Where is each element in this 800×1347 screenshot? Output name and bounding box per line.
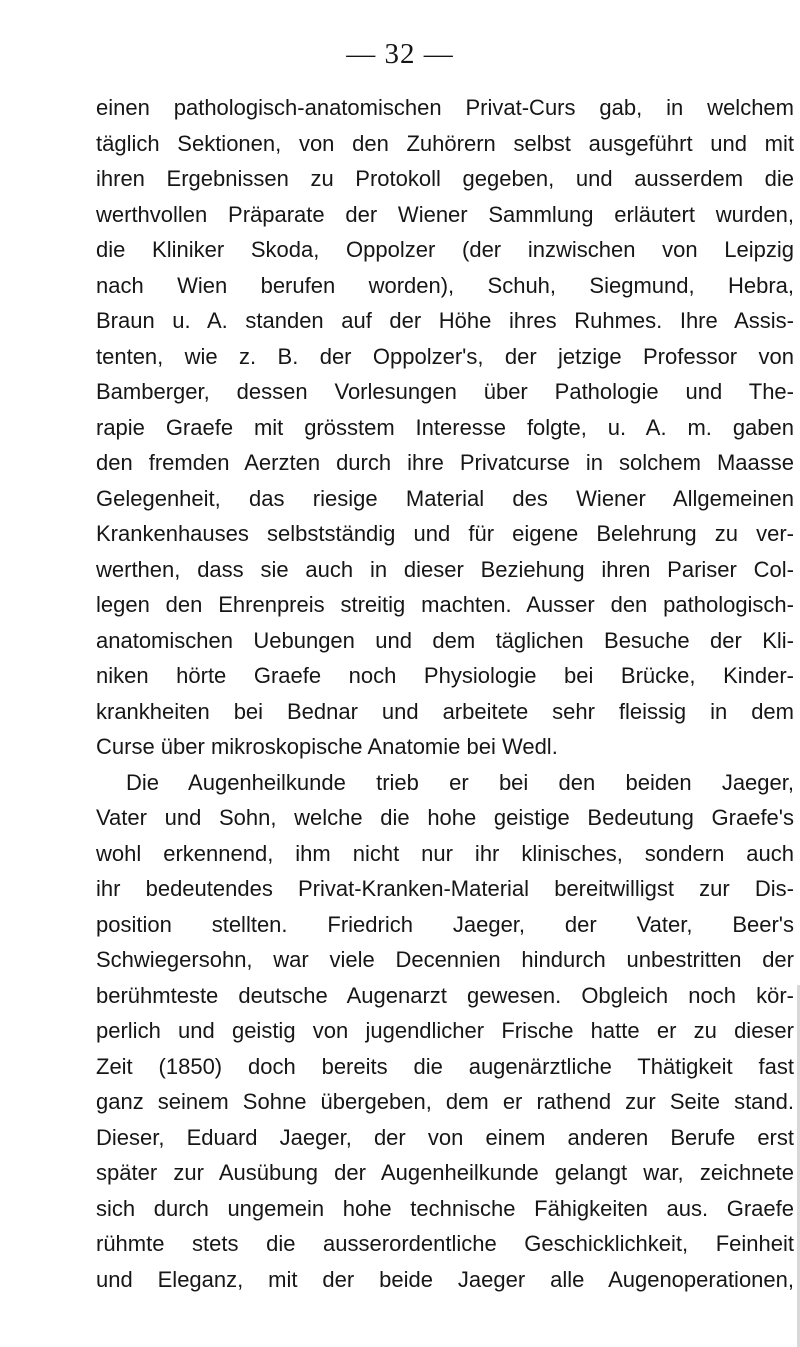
text-line: werthen, dass sie auch in dieser Beziehung ihren Pariser Col-: [96, 556, 794, 582]
text-line: ihren Ergebnissen zu Protokoll gegeben, und ausserdem die: [96, 166, 794, 191]
text-line: nach Wien berufen worden), Schuh, Siegmund, Hebra,: [96, 272, 794, 298]
text-line: berühmteste deutsche Augenarzt gewesen. Obgleich noch kör-: [96, 982, 794, 1008]
text-line: täglich Sektionen, von den Zuhörern selbst ausgeführt und mit: [96, 130, 794, 156]
text-line: Zeit (1850) doch bereits die augenärztliche Thätigkeit fast: [96, 1053, 794, 1079]
text-line: Die Augenheilkunde trieb er bei den beiden Jaeger,: [126, 769, 794, 795]
text-line: ihr bedeutendes Privat-Kranken-Material bereitwilligst zur Dis-: [96, 876, 794, 901]
text-line: Krankenhauses selbstständig und für eigene Belehrung zu ver-: [96, 521, 794, 546]
text-line: wohl erkennend, ihm nicht nur ihr klinisches, sondern auch: [96, 840, 794, 866]
text-line: Schwiegersohn, war viele Decennien hindurch unbestritten der: [96, 947, 794, 972]
text-line: Gelegenheit, das riesige Material des Wiener Allgemeinen: [96, 485, 794, 511]
text-line: tenten, wie z. B. der Oppolzer's, der jetzige Professor von: [96, 343, 794, 369]
text-line: krankheiten bei Bednar und arbeitete sehr fleissig in dem: [96, 698, 794, 724]
text-line: perlich und geistig von jugendlicher Frische hatte er zu dieser: [96, 1018, 794, 1043]
text-line: Dieser, Eduard Jaeger, der von einem anderen Berufe erst: [96, 1124, 794, 1150]
text-line: Vater und Sohn, welche die hohe geistige Bedeutung Graefe's: [96, 805, 794, 830]
text-line: legen den Ehrenpreis streitig machten. Ausser den pathologisch-: [96, 592, 794, 617]
text-line: sich durch ungemein hohe technische Fähigkeiten aus. Graefe: [96, 1195, 794, 1221]
text-line: ganz seinem Sohne übergeben, dem er rathend zur Seite stand.: [96, 1089, 794, 1114]
page-number: — 32 —: [346, 38, 454, 70]
text-line: den fremden Aerzten durch ihre Privatcurse in solchem Maasse: [96, 450, 794, 475]
text-line: rapie Graefe mit grösstem Interesse folgte, u. A. m. gaben: [96, 414, 794, 440]
text-line: werthvollen Präparate der Wiener Sammlung erläutert wurden,: [96, 201, 794, 227]
text-line: einen pathologisch-anatomischen Privat-Curs gab, in welchem: [96, 95, 794, 120]
text-line: Braun u. A. standen auf der Höhe ihres Ruhmes. Ihre Assis-: [96, 308, 794, 333]
text-line: rühmte stets die ausserordentliche Geschicklichkeit, Feinheit: [96, 1231, 794, 1256]
text-line: die Kliniker Skoda, Oppolzer (der inzwischen von Leipzig: [96, 237, 794, 262]
text-line: position stellten. Friedrich Jaeger, der Vater, Beer's: [96, 911, 794, 937]
text-line: später zur Ausübung der Augenheilkunde gelangt war, zeichnete: [96, 1160, 794, 1185]
text-line: Bamberger, dessen Vorlesungen über Pathologie und The-: [96, 379, 794, 404]
text-line: niken hörte Graefe noch Physiologie bei Brücke, Kinder-: [96, 663, 794, 688]
text-line: und Eleganz, mit der beide Jaeger alle Augenoperationen,: [96, 1266, 794, 1292]
text-line: anatomischen Uebungen und dem täglichen Besuche der Kli-: [96, 627, 794, 653]
body-text: [96, 90, 794, 1297]
text-line: Curse über mikroskopische Anatomie bei Wedl.: [96, 734, 558, 759]
